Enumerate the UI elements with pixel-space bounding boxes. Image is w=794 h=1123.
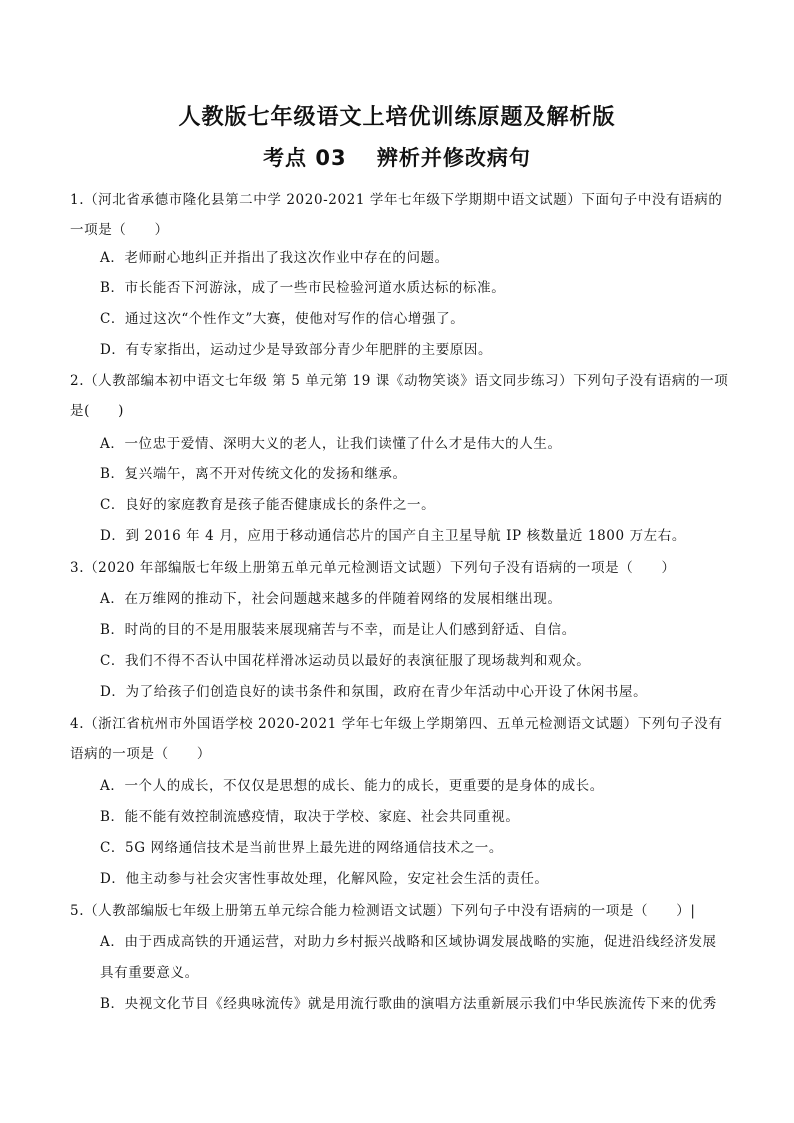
question-3-option-c: C．我们不得不否认中国花样滑冰运动员以最好的表演征服了现场裁判和观众。 <box>100 653 591 669</box>
question-1-option-a: A．老师耐心地纠正并指出了我这次作业中存在的问题。 <box>100 250 449 266</box>
question-3-option-b: B．时尚的目的不是用服装来展现痛苦与不幸，而是让人们感到舒适、自信。 <box>100 622 576 638</box>
question-2-option-b: B．复兴端午，离不开对传统文化的发扬和继承。 <box>100 466 407 482</box>
question-1-option-b: B．市长能否下河游泳，成了一些市民检验河道水质达标的标准。 <box>100 280 506 296</box>
question-5-option-b: B．央视文化节目《经典咏流传》就是用流行歌曲的演唱方法重新展示我们中华民族流传下来的优秀 <box>100 996 717 1012</box>
question-2-option-c: C．良好的家庭教育是孩子能否健康成长的条件之一。 <box>100 497 436 513</box>
question-4-stem: 4.（浙江省杭州市外国语学校 2020-2021 学年七年级上学期第四、五单元检测语文试题）下列句子没有语病的一项是（ ） <box>70 716 723 762</box>
document-title: 人教版七年级语文上培优训练原题及解析版 <box>178 105 616 130</box>
question-3-option-a: A．在万维网的推动下，社会问题越来越多的伴随着网络的发展相继出现。 <box>100 591 562 607</box>
question-2-option-d: D．到 2016 年 4 月，应用于移动通信芯片的国产自主卫星导航 IP 核数量近 1800 万左右。 <box>100 528 686 544</box>
question-2-option-a: A．一位忠于爱情、深明大义的老人，让我们读懂了什么才是伟大的人生。 <box>100 436 562 452</box>
question-1-option-c: C．通过这次“个性作文”大赛，使他对写作的信心增强了。 <box>100 311 465 327</box>
question-3-option-d: D．为了给孩子们创造良好的读书条件和氛围，政府在青少年活动中心开设了休闲书屋。 <box>100 684 648 700</box>
question-4-option-b: B．能不能有效控制流感疫情，取决于学校、家庭、社会共同重视。 <box>100 809 520 825</box>
question-5-stem: 5.（人教部编版七年级上册第五单元综合能力检测语文试题）下列句子中没有语病的一项是（ ）| <box>70 903 696 919</box>
question-2-stem: 2.（人教部编本初中语文七年级 第 5 单元第 19 课《动物笑谈》语文同步练习）下列句子没有语病的一项是( ) <box>70 373 729 419</box>
document-subtitle: 考点 03 辨析并修改病句 <box>263 146 531 170</box>
question-3-stem: 3.（2020 年部编版七年级上册第五单元单元检测语文试题）下列句子没有语病的一项是（ ） <box>70 560 676 576</box>
question-4-option-a: A．一个人的成长，不仅仅是思想的成长、能力的成长，更重要的是身体的成长。 <box>100 778 604 794</box>
question-1-stem: 1.（河北省承德市隆化县第二中学 2020-2021 学年七年级下学期期中语文试题）下面句子中没有语病的一项是（ ） <box>70 192 723 238</box>
question-4-option-c: C．5G 网络通信技术是当前世界上最先进的网络通信技术之一。 <box>100 840 503 856</box>
question-1-option-d: D．有专家指出，运动过少是导致部分青少年肥胖的主要原因。 <box>100 342 493 358</box>
question-5-option-a: A．由于西成高铁的开通运营，对助力乡村振兴战略和区域协调发展战略的实施，促进沿线经济发展具有重要意义。 <box>100 934 717 981</box>
question-4-option-d: D．他主动参与社会灾害性事故处理，化解风险，安定社会生活的责任。 <box>100 871 549 887</box>
